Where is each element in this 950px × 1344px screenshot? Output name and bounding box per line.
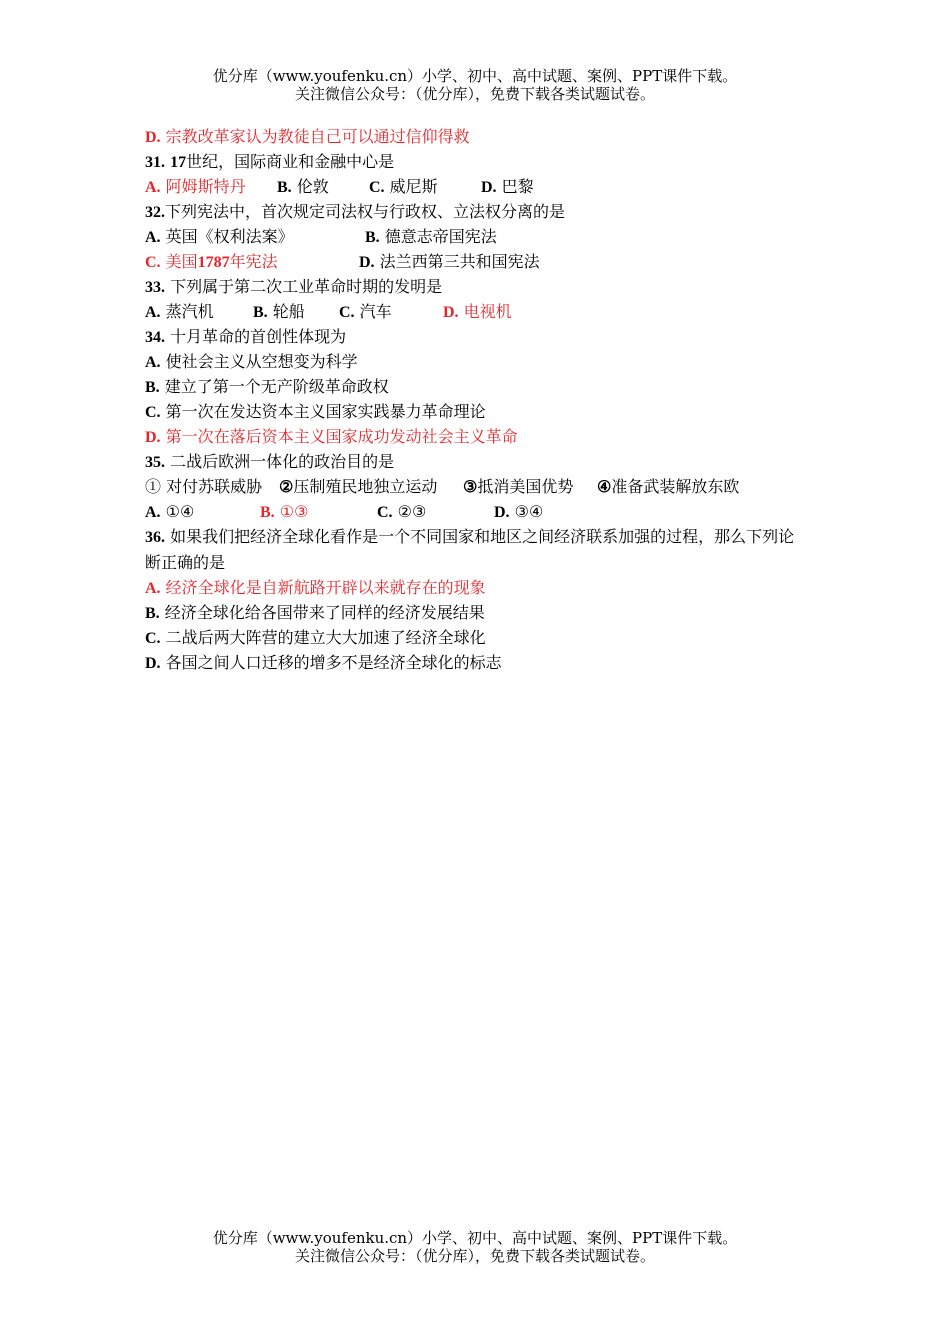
q33-option-c — [339, 299, 392, 325]
q36-stem — [145, 524, 810, 575]
option-text: 阿姆斯特丹 — [165, 177, 246, 196]
q33-option-b — [253, 299, 305, 325]
question-stem: 世纪，国际商业和金融中心是 — [186, 152, 395, 171]
option-label: D. — [145, 129, 161, 146]
question-number: 36. — [145, 529, 165, 546]
question-stem: 下列属于第二次工业革命时期的发明是 — [170, 277, 443, 296]
q32-stem — [145, 199, 810, 224]
header-line-1: 优分库（www.youfenku.cn）小学、初中、高中试题、案例、PPT课件下载。 — [212, 67, 738, 85]
option-text: 法兰西第三共和国宪法 — [379, 252, 540, 271]
question-stem: 如果我们把经济全球化看作是一个不同国家和地区之间经济联系加强的过程，那么下列论断正确的是 — [145, 527, 795, 572]
option-text: 威尼斯 — [389, 177, 438, 196]
q35-option-d — [494, 499, 543, 525]
option-label: B. — [365, 229, 380, 246]
q33-option-a — [145, 299, 214, 325]
q36-option-b — [145, 600, 810, 625]
option-label: B. — [260, 504, 275, 521]
option-label: B. — [253, 304, 268, 321]
q31-option-c — [369, 174, 438, 200]
option-label: A. — [145, 504, 161, 521]
item-text: 抵消美国优势 — [477, 477, 574, 496]
option-text: 宗教改革家认为教徒自己可以通过信仰得救 — [165, 127, 470, 146]
option-label: D. — [481, 179, 497, 196]
footer-line-1: 优分库（www.youfenku.cn）小学、初中、高中试题、案例、PPT课件下载。 — [212, 1229, 738, 1247]
q32-options-ab — [145, 224, 810, 249]
option-text: 第一次在发达资本主义国家实践暴力革命理论 — [165, 402, 486, 421]
q34-stem — [145, 324, 810, 349]
q36-option-a — [145, 575, 810, 600]
option-text: 使社会主义从空想变为科学 — [165, 352, 358, 371]
q35-item-1: ① 对付苏联威胁 — [145, 477, 263, 496]
q31-options — [145, 174, 810, 199]
option-text: 二战后两大阵营的建立大大加速了经济全球化 — [165, 628, 486, 647]
footer-line-2: 关注微信公众号：（优分库），免费下载各类试题试卷。 — [294, 1247, 655, 1265]
q32-option-d — [359, 249, 540, 275]
option-label: B. — [145, 379, 160, 396]
q35-option-c — [377, 499, 426, 525]
option-text: 德意志帝国宪法 — [384, 227, 497, 246]
q30-option-d — [145, 124, 810, 149]
q31-option-d — [481, 174, 534, 200]
item-mark: ② — [279, 479, 294, 496]
page-header — [0, 67, 950, 103]
option-text: ②③ — [397, 502, 427, 521]
question-year: 17 — [170, 154, 187, 171]
option-text: 各国之间人口迁移的增多不是经济全球化的标志 — [165, 653, 502, 672]
question-number: 32. — [145, 204, 165, 221]
option-text: 汽车 — [359, 302, 392, 321]
q34-option-c — [145, 399, 810, 424]
question-stem: 十月革命的首创性体现为 — [170, 327, 347, 346]
option-text: 轮船 — [272, 302, 305, 321]
option-text: 经济全球化给各国带来了同样的经济发展结果 — [164, 603, 485, 622]
item-mark: ③ — [463, 479, 478, 496]
option-label: A. — [145, 354, 161, 371]
option-label: B. — [277, 179, 292, 196]
option-label: A. — [145, 580, 161, 597]
q32-options-cd — [145, 249, 810, 274]
option-label: B. — [145, 605, 160, 622]
question-number: 31. — [145, 154, 165, 171]
option-text: 第一次在落后资本主义国家成功发动社会主义革命 — [165, 427, 518, 446]
question-stem: 下列宪法中，首次规定司法权与行政权、立法权分离的是 — [165, 202, 566, 221]
q35-item-3 — [463, 474, 573, 500]
option-text-suffix: 年宪法 — [229, 252, 278, 271]
option-label: C. — [369, 179, 385, 196]
exam-content — [145, 124, 810, 675]
option-text: 经济全球化是自新航路开辟以来就存在的现象 — [165, 578, 486, 597]
page-footer — [0, 1229, 950, 1265]
option-label: A. — [145, 304, 161, 321]
q35-item-4 — [597, 474, 739, 500]
option-text: 伦敦 — [296, 177, 329, 196]
option-label: C. — [145, 404, 161, 421]
option-year: 1787 — [197, 254, 230, 271]
question-number: 34. — [145, 329, 165, 346]
q33-option-d — [443, 299, 512, 325]
q34-option-a — [145, 349, 810, 374]
q32-option-a — [145, 224, 294, 250]
option-label: C. — [377, 504, 393, 521]
header-line-2: 关注微信公众号：（优分库），免费下载各类试题试卷。 — [294, 85, 655, 103]
q36-option-d — [145, 650, 810, 675]
question-stem: 二战后欧洲一体化的政治目的是 — [170, 452, 395, 471]
option-text: ③④ — [514, 502, 544, 521]
option-text: 电视机 — [463, 302, 512, 321]
item-text: 压制殖民地独立运动 — [293, 477, 438, 496]
q32-option-c — [145, 249, 278, 275]
q32-option-b — [365, 224, 497, 250]
q31-option-a — [145, 174, 246, 200]
option-label: D. — [443, 304, 459, 321]
option-text: 巴黎 — [501, 177, 534, 196]
item-text: 准备武装解放东欧 — [611, 477, 740, 496]
option-label: C. — [145, 254, 161, 271]
q33-stem — [145, 274, 810, 299]
option-label: D. — [145, 429, 161, 446]
option-label: C. — [145, 630, 161, 647]
question-number: 33. — [145, 279, 165, 296]
option-text: ①④ — [165, 502, 195, 521]
option-label: D. — [145, 655, 161, 672]
option-label: D. — [359, 254, 375, 271]
option-label: A. — [145, 179, 161, 196]
option-text: 美国 — [165, 252, 198, 271]
q36-option-c — [145, 625, 810, 650]
option-text: 英国《权利法案》 — [165, 227, 294, 246]
option-text: ①③ — [279, 502, 309, 521]
q31-option-b — [277, 174, 329, 200]
option-label: C. — [339, 304, 355, 321]
q34-option-b — [145, 374, 810, 399]
q35-items — [145, 474, 810, 499]
option-label: D. — [494, 504, 510, 521]
q35-option-a — [145, 499, 194, 525]
option-label: A. — [145, 229, 161, 246]
q35-options — [145, 499, 810, 524]
q35-item-2 — [279, 474, 437, 500]
q35-option-b — [260, 499, 308, 525]
q34-option-d — [145, 424, 810, 449]
option-text: 建立了第一个无产阶级革命政权 — [164, 377, 389, 396]
q33-options — [145, 299, 810, 324]
question-number: 35. — [145, 454, 165, 471]
option-text: 蒸汽机 — [165, 302, 214, 321]
q31-stem — [145, 149, 810, 174]
q35-stem — [145, 449, 810, 474]
item-mark: ④ — [597, 479, 612, 496]
